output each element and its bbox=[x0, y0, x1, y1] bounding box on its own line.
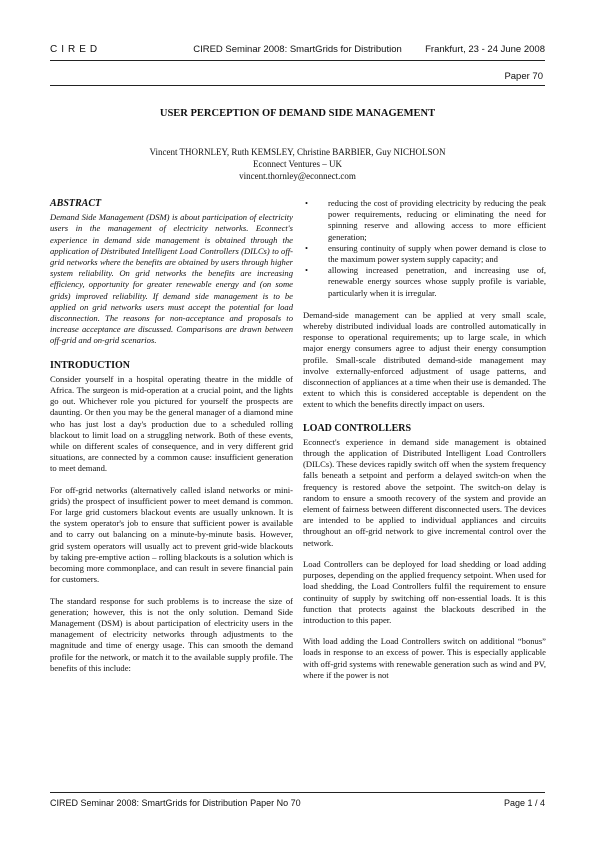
load-controllers-heading: LOAD CONTROLLERS bbox=[303, 422, 412, 434]
footer-rule bbox=[50, 792, 545, 793]
intro-paragraph: Consider yourself in a hospital operating theatre in the middle of Africa. The surgeon is mid-operation at a crucial point, and the lights go out. Whichever role you pictured for yourself the prospects are daunting. Or then you may be the general manager of a diamond mine who has just lost a day's production due to a scheduled rolling blackout to limit load on a struggling network. Both of these events, while on different scales of consequence, and in very different grid situations, are connected by a common cause: insufficient generation to meet demand. bbox=[50, 373, 293, 474]
intro-paragraph: For off-grid networks (alternatively called island networks or mini-grids) the prospect of insufficient power to meet demand is common. For large grid customers blackout events are usually unknown. It is the system operator's job to ensure that sufficient power is available and to carry out balancing on a minute-by-minute basis. However, grid system operators will usually act to prevent grid-wide blackouts by taking pre-emptive action – rolling blackouts is a solution which is becoming more commonplace, and can result in severe financial pain for customers. bbox=[50, 484, 293, 585]
load-controllers-paragraph: Load Controllers can be deployed for load shedding or load adding purposes, depending on the applied frequency setpoint. When used for load shedding, the Load Controllers fulfil the requirement to ensure continuity of supply by switching off non-essential loads. It is this function that protects against the blackouts described in the introduction to this paper. bbox=[303, 558, 546, 625]
bullet-icon: • bbox=[305, 242, 309, 253]
right-column bbox=[303, 198, 546, 691]
header-rule bbox=[50, 60, 545, 61]
abstract-body: Demand Side Management (DSM) is about participation of electricity users in the management of electricity networks. Econnect's experience in demand side management is obtained through the application of Distributed Intelligent Load Controllers (DILCs) to off-grid networks where the benefits are obtained by users through higher system reliability. On grid networks the benefits are increasing efficiency, opportunity for greater renewable energy and (on some grids) improved reliability. If demand side management is to be applied on grid networks users must accept the potential for load disconnection. The reasons for non-acceptance and proposals to increase acceptance are discussed. Comparisons are drawn between off-grid and on-grid scenarios. bbox=[50, 212, 293, 346]
bullet-icon: • bbox=[305, 198, 309, 208]
header-rule-lower bbox=[50, 85, 545, 86]
list-item: • ensuring continuity of supply when power demand is close to the maximum power system supply capacity; and bbox=[305, 242, 546, 265]
intro-paragraph: The standard response for such problems is to increase the size of generation; however, this is not the only solution. Demand Side Management (DSM) is about participation of electricity users in the management of electricity networks through adjustments to the magnitude and time of energy usage. This can smooth the demand profile for the network, or match it to the available supply profile. The benefits of this include: bbox=[50, 595, 293, 673]
cired-logo-text: CIRED bbox=[50, 44, 102, 55]
introduction-heading: INTRODUCTION bbox=[50, 359, 131, 371]
load-controllers-paragraph: With load adding the Load Controllers switch on additional “bonus” loads in response to an excess of power. This is especially applicable with off-grid systems with renewable generation such as wind and PV, where if the power is not bbox=[303, 636, 546, 680]
left-column bbox=[50, 198, 293, 684]
conference-location-date: Frankfurt, 23 - 24 June 2008 bbox=[425, 44, 545, 55]
bullet-icon: • bbox=[305, 265, 309, 276]
paper-number: Paper 70 bbox=[504, 71, 543, 82]
dsm-paragraph: Demand-side management can be applied at very small scale, whereby distributed individual loads are controlled automatically in response to operational requirements; up to large scale, in which major energy consumers agree to adjust their energy consumption profile. Small-scale distributed demand-side management may involve externally-enforced adjustment of usage patterns, and disconnection of appliances at a time when their use is demanded. The extent to which this is considered acceptable is dependent on the extent to which the benefits directly impact on users. bbox=[303, 309, 546, 410]
list-item: • reducing the cost of providing electricity by reducing the peak power requirements, reducing or eliminating the need for spinning reserve and allowing access to more efficient generation; bbox=[305, 198, 546, 242]
abstract-heading: ABSTRACT bbox=[50, 198, 102, 209]
author-affiliation: Econnect Ventures – UK bbox=[252, 159, 343, 169]
author-email: vincent.thornley@econnect.com bbox=[239, 171, 356, 181]
list-item: • allowing increased penetration, and increasing use of, renewable energy sources whose supply profile is variable, particularly when it is irregular. bbox=[305, 265, 546, 298]
seminar-title: CIRED Seminar 2008: SmartGrids for Distribution bbox=[193, 44, 402, 55]
paper-title: USER PERCEPTION OF DEMAND SIDE MANAGEMENT bbox=[159, 108, 436, 119]
author-names: Vincent THORNLEY, Ruth KEMSLEY, Christine BARBIER, Guy NICHOLSON bbox=[149, 147, 446, 157]
benefits-list bbox=[303, 198, 546, 299]
page-number: Page 1 / 4 bbox=[503, 798, 545, 808]
load-controllers-paragraph: Econnect's experience in demand side management is obtained through the application of Distributed Intelligent Load Controllers (DILCs). These devices rapidly switch off when the system frequency falls beneath a setpoint and perform a delayed switch-on when the frequency is restored above the setpoint. The switch-on delay is random to ensure a smooth recovery of the system and provide an element of fairness between different disconnected users. The devices are intended to be applied to individual appliances and circuits throughout an off-grid network to give incremental control over the network. bbox=[303, 436, 546, 548]
footer-citation: CIRED Seminar 2008: SmartGrids for Distribution Paper No 70 bbox=[50, 798, 301, 808]
